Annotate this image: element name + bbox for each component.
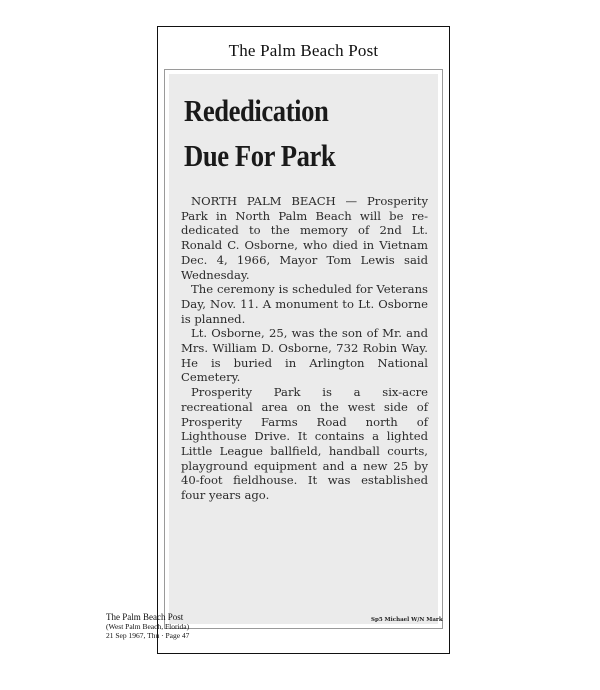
article-paragraph-2: The ceremony is scheduled for Veterans Day, Nov. 11. A monument to Lt. Osborne is planned. xyxy=(181,282,428,326)
newspaper-clipping xyxy=(169,74,438,624)
article-body xyxy=(181,194,428,503)
article-paragraph-3: Lt. Osborne, 25, was the son of Mr. and Mrs. William D. Osborne, 732 Robin Way. He is buried in Arlington National Cemetery. xyxy=(181,326,428,385)
caption-date-page: 21 Sep 1967, Thu · Page 47 xyxy=(106,631,190,640)
clipping-frame xyxy=(157,26,450,654)
article-paragraph-4: Prosperity Park is a six-acre recreational area on the west side of Prosperity Farms Road north of Lighthouse Drive. It contains a lighted Little League ballfield, handball courts, playground equipment and a new 25 by 40-foot fieldhouse. It was established four years ago. xyxy=(181,385,428,503)
caption-publication: The Palm Beach Post xyxy=(106,612,184,622)
headline-line-2: Due For Park xyxy=(184,138,336,173)
article-headline xyxy=(184,88,394,178)
article-paragraph-1: NORTH PALM BEACH — Prosperity Park in North Palm Beach will be re-dedicated to the memory of 2nd Lt. Ronald C. Osborne, who died in Vietnam Dec. 4, 1966, Mayor Tom Lewis said Wednesday. xyxy=(181,194,428,282)
caption-location: (West Palm Beach, Florida) xyxy=(106,622,190,631)
newspaper-title: The Palm Beach Post xyxy=(228,41,379,60)
signature-stamp: Sp5 Michael W/N Mark xyxy=(371,617,443,623)
source-caption xyxy=(106,613,189,640)
headline-line-1: Rededication xyxy=(184,93,329,128)
clipping-border xyxy=(164,69,443,629)
